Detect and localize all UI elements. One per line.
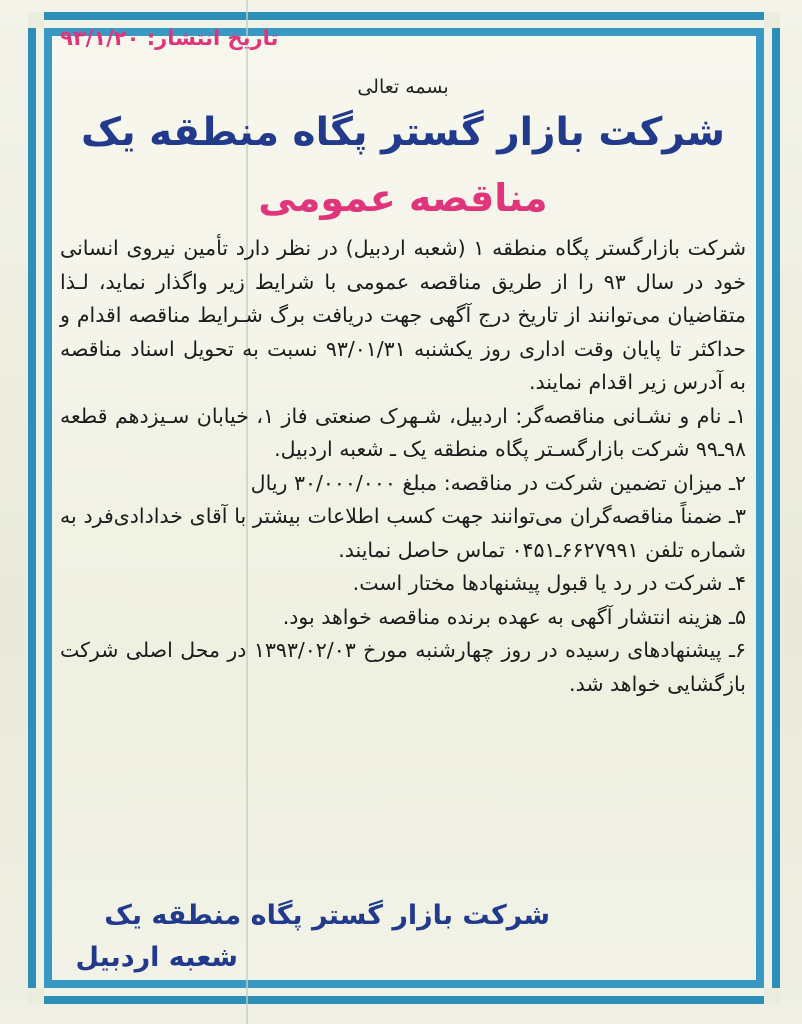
frame-corner: [764, 12, 780, 28]
frame-corner: [28, 12, 44, 28]
condition-item: ۶ـ پیشنهادهای رسیده در روز چهارشنبه مورخ ۱۳۹۳/۰۲/۰۳ در محل اصلی شرکت بازگشایی خواهد شد.: [60, 638, 746, 696]
frame-corner: [764, 988, 780, 1004]
advertisement-body: [60, 232, 746, 701]
condition-item: ۴ـ شرکت در رد یا قبول پیشنهادها مختار است.: [352, 571, 746, 595]
condition-item: ۲ـ میزان تضمین شرکت در مناقصه: مبلغ ۳۰/۰۰۰/۰۰۰ ریال: [250, 470, 746, 495]
condition-item: ۵ـ هزینه انتشار آگهی به عهده برنده مناقصه خواهد بود.: [282, 604, 746, 629]
footer-branch-name: شعبه اردبیل: [75, 942, 238, 973]
footer-company-name: شرکت بازار گستر پگاه منطقه یک: [104, 900, 550, 931]
intro-paragraph: شرکت بازارگستر پگاه منطقه ۱ (شعبه اردبیل) در نظر دارد تأمین نیروی انسانی خود در سال ۹۳ را از طریق مناقصه عمومی با شرایط زیر واگذار نماید، لـذا متقاضیان می‌توانند از تاریخ درج آگهی جهت دریافت برگ شـرایط مناقصه اقدام و حداکثر تا پایان وقت اداری روز یکشنبه ۹۳/۰۱/۳۱ نسبت به تحویل اسناد مناقصه به آدرس زیر اقدام نمایند.: [60, 236, 746, 394]
company-title: شرکت بازار گستر پگاه منطقه یک: [81, 110, 725, 155]
tender-title: مناقصه عمومی: [258, 176, 548, 220]
basmala-heading: بسمه تعالی: [357, 76, 449, 98]
condition-item: ۳ـ ضمناً مناقصه‌گران می‌توانند جهت کسب اطلاعات بیشتر با آقای خدادادی‌فرد به شماره تلفن ۶۶۲۷۹۹۱ـ۰۴۵۱ تماس حاصل نمایند.: [60, 504, 746, 562]
publication-date: تاریخ انتشار: ۹۳/۱/۲۰: [60, 26, 279, 50]
condition-item: ۱ـ نام و نشـانی مناقصه‌گر: اردبیل، شـهرک صنعتی فاز ۱، خیابان سـیزدهم قطعه ۹۸ـ۹۹ شرکت بازارگسـتر پگاه منطقه یک ـ شعبه اردبیل.: [60, 403, 746, 461]
frame-corner: [28, 988, 44, 1004]
advertisement-content: [60, 26, 746, 986]
